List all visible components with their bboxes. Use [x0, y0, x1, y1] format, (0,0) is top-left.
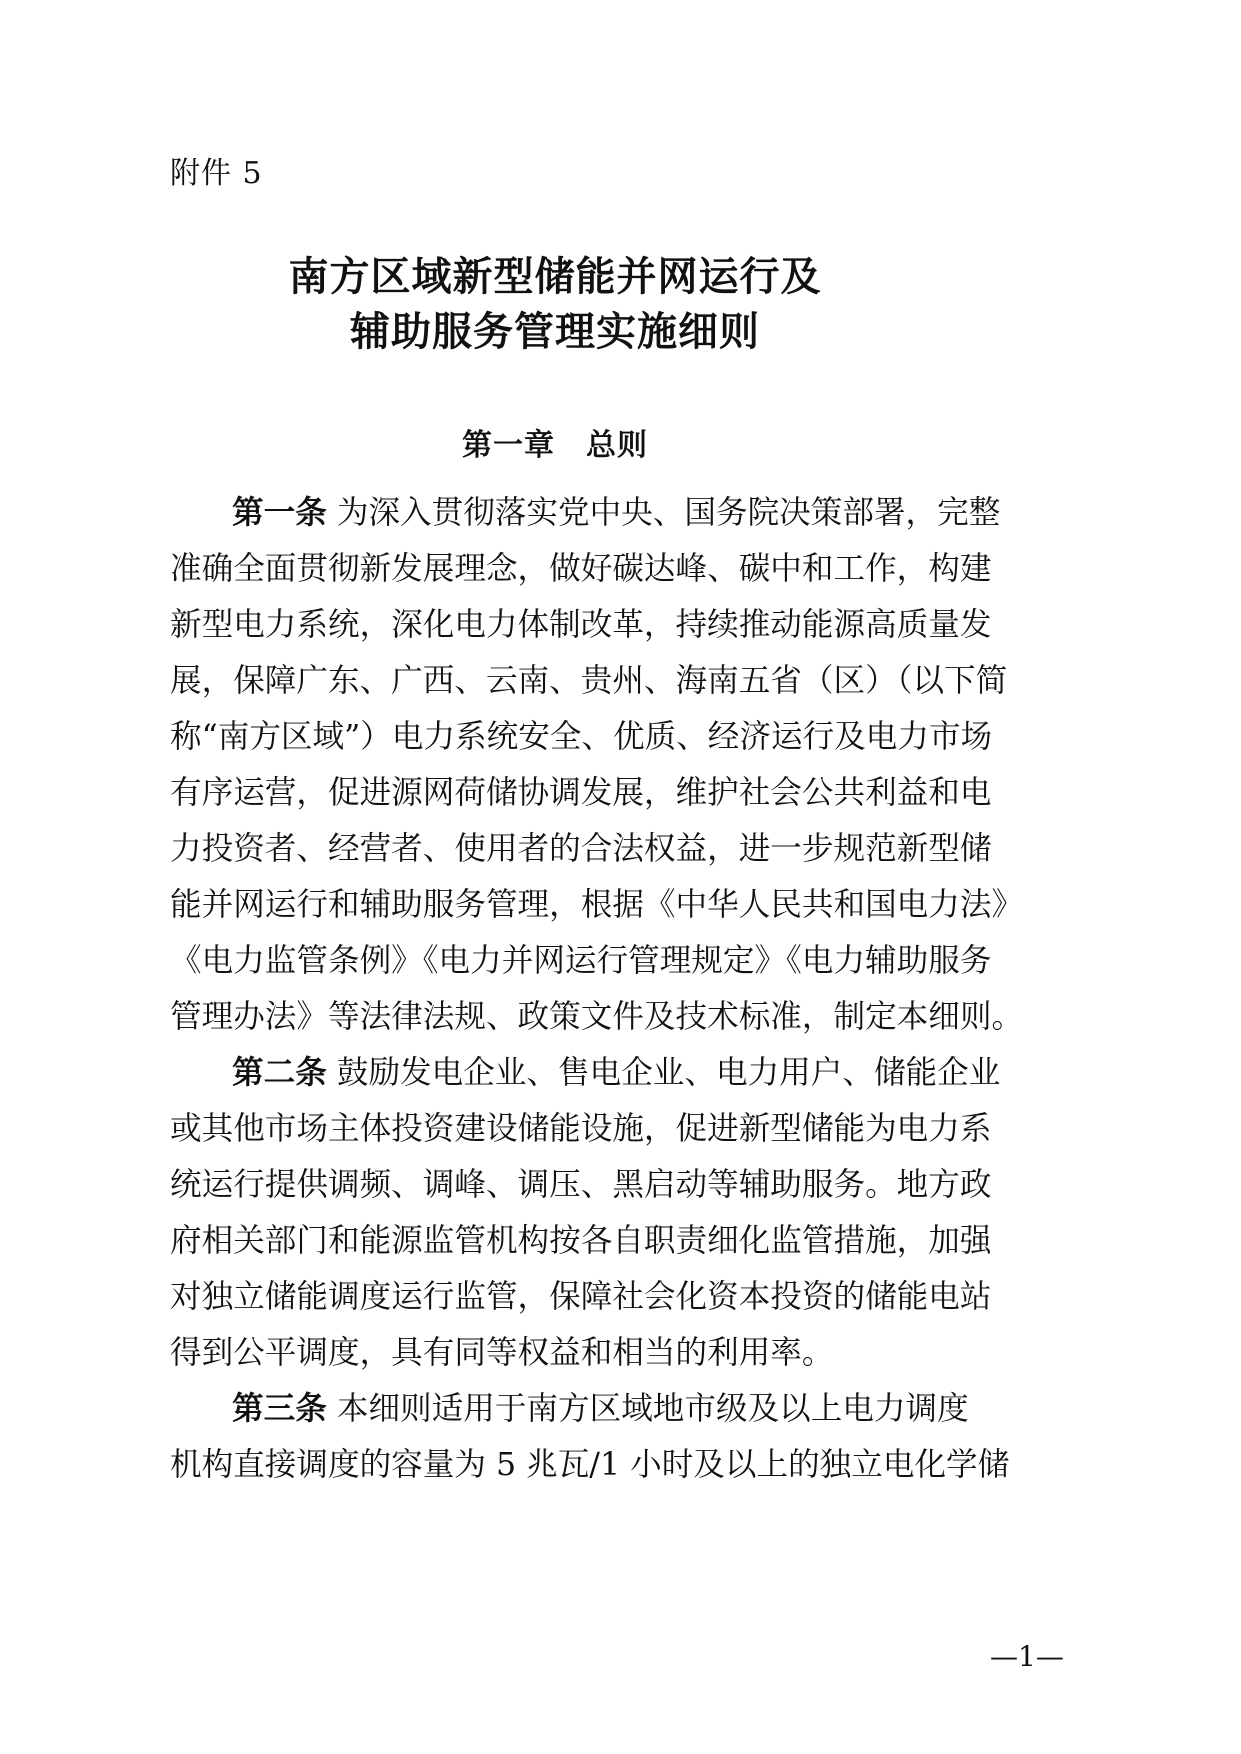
article-1-text: 为深入贯彻落实党中央、国务院决策部署，完整 — [336, 495, 1001, 531]
chapter-heading: 第一章 总则 — [462, 428, 648, 463]
article-2-label: 第二条 — [232, 1055, 327, 1091]
article-2-line: 得到公平调度，具有同等权益和相当的利用率。 — [170, 1335, 834, 1371]
article-2-line: 府相关部门和能源监管机构按各自职责细化监管措施，加强 — [170, 1223, 992, 1259]
article-2-text: 鼓励发电企业、售电企业、电力用户、储能企业 — [336, 1055, 1001, 1091]
article-1-line: 管理办法》等法律法规、政策文件及技术标准，制定本细则。 — [170, 999, 1024, 1035]
article-3-text: 本细则适用于南方区域地市级及以上电力调度 — [336, 1391, 969, 1427]
article-1-line: 能并网运行和辅助服务管理，根据《中华人民共和国电力法》 — [170, 887, 1024, 923]
article-1-line — [170, 485, 1001, 541]
article-1-label: 第一条 — [232, 495, 327, 531]
article-1-line: 称“南方区域”）电力系统安全、优质、经济运行及电力市场 — [170, 719, 993, 755]
article-2-line: 或其他市场主体投资建设储能设施，促进新型储能为电力系 — [170, 1111, 992, 1147]
document-title-line-2: 辅助服务管理实施细则 — [350, 308, 760, 355]
document-title-line-1: 南方区域新型储能并网运行及 — [288, 253, 822, 300]
attachment-label: 附件 5 — [170, 156, 263, 191]
document-body — [170, 485, 1024, 1493]
article-1-line: 有序运营，促进源网荷储协调发展，维护社会公共利益和电 — [170, 775, 992, 811]
article-1-line: 展，保障广东、广西、云南、贵州、海南五省（区）（以下简 — [170, 663, 1008, 699]
article-3-line — [170, 1381, 969, 1437]
article-2-line — [170, 1045, 1001, 1101]
article-3-label: 第三条 — [232, 1391, 327, 1427]
article-1-line: 新型电力系统，深化电力体制改革，持续推动能源高质量发 — [170, 607, 992, 643]
article-3-line: 机构直接调度的容量为 5 兆瓦/1 小时及以上的独立电化学储 — [170, 1447, 1010, 1483]
article-1-line: 《电力监管条例》《电力并网运行管理规定》《电力辅助服务 — [170, 943, 992, 979]
page-number: —1— — [990, 1640, 1064, 1673]
article-1-line: 准确全面贯彻新发展理念，做好碳达峰、碳中和工作，构建 — [170, 551, 992, 587]
article-1-line: 力投资者、经营者、使用者的合法权益，进一步规范新型储 — [170, 831, 992, 867]
article-2-line: 对独立储能调度运行监管，保障社会化资本投资的储能电站 — [170, 1279, 992, 1315]
article-2-line: 统运行提供调频、调峰、调压、黑启动等辅助服务。地方政 — [170, 1167, 992, 1203]
